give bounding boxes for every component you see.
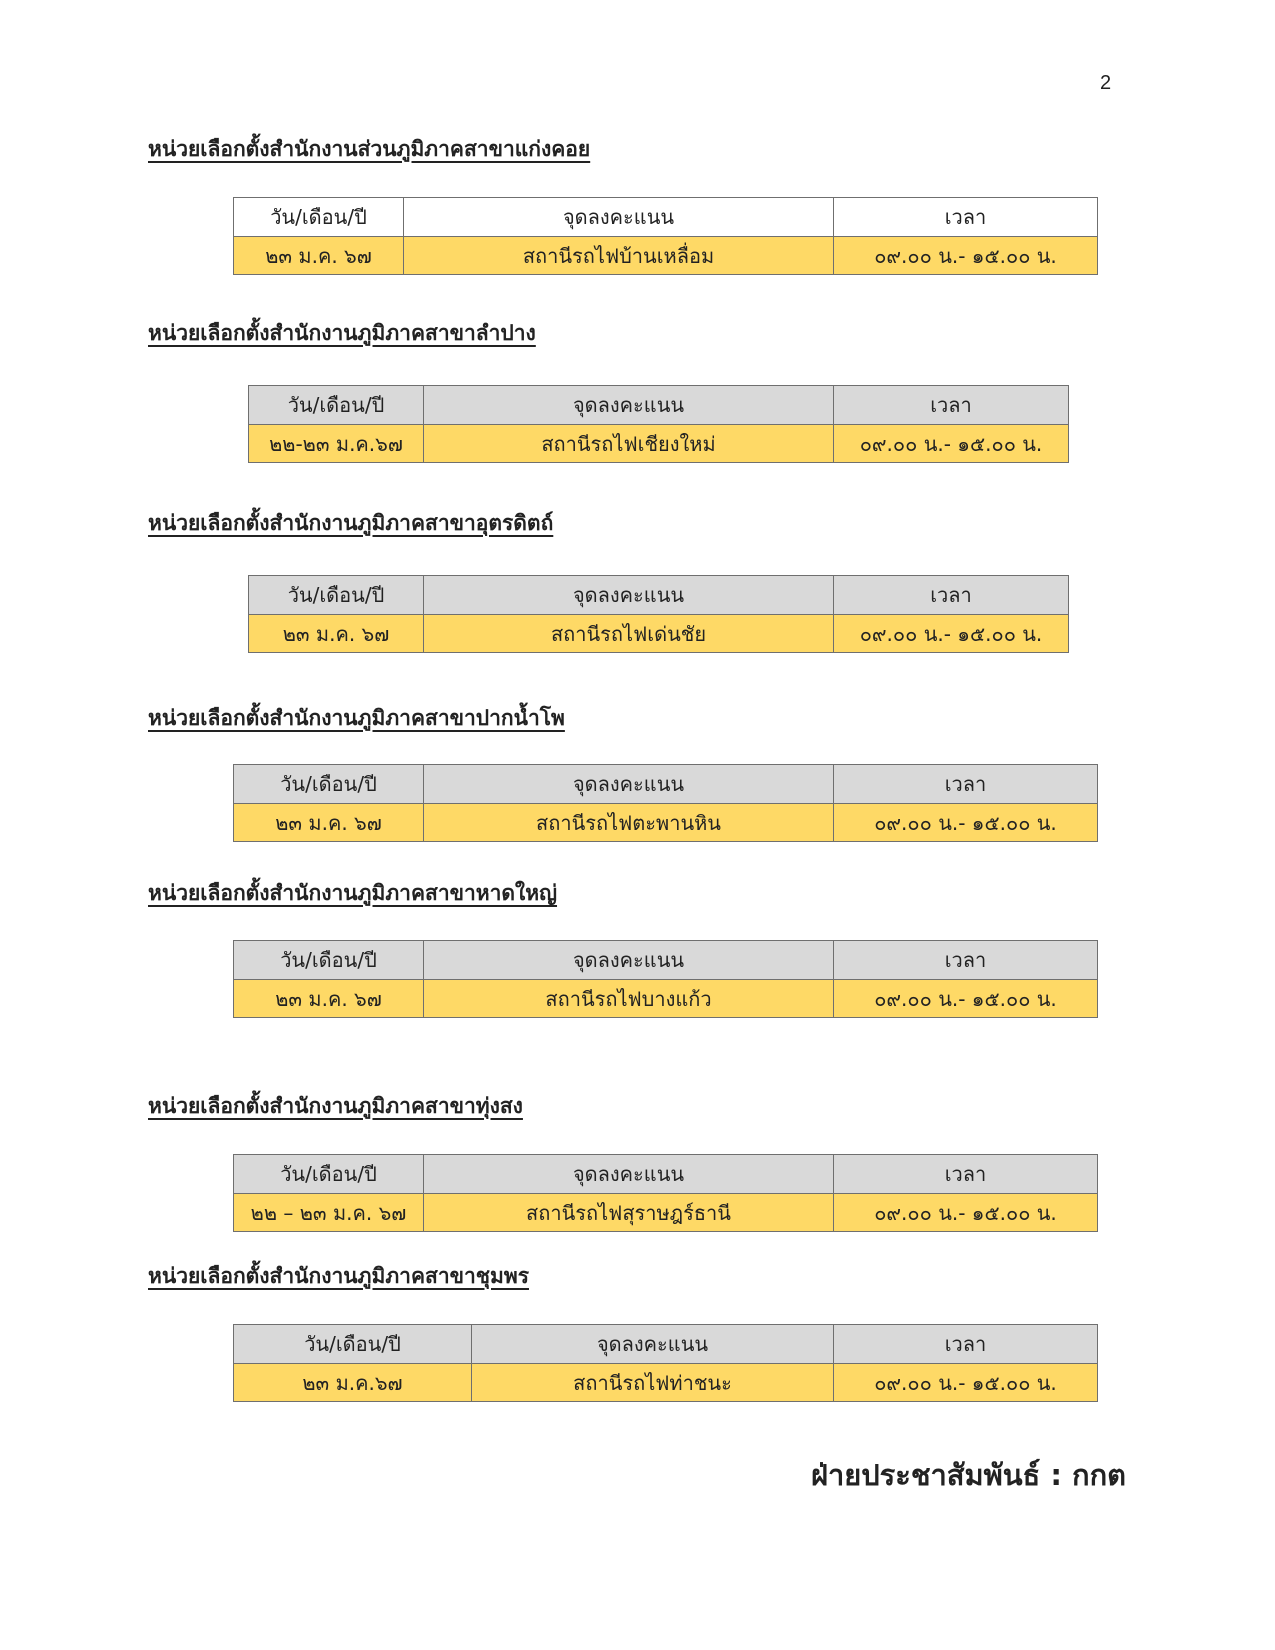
- time-column-header: เวลา: [834, 941, 1098, 980]
- place-cell: สถานีรถไฟท่าชนะ: [472, 1364, 834, 1402]
- table-row: [234, 980, 1098, 1018]
- place-cell: สถานีรถไฟเด่นชัย: [424, 615, 834, 653]
- date-column-header: วัน/เดือน/ปี: [234, 1155, 424, 1194]
- time-cell: ๐๙.๐๐ น.- ๑๕.๐๐ น.: [834, 1364, 1098, 1402]
- section-heading: หน่วยเลือกตั้งสำนักงานภูมิภาคสาขาลำปาง: [148, 321, 536, 345]
- schedule-table: [233, 1154, 1098, 1232]
- date-cell: ๒๒ – ๒๓ ม.ค. ๖๗: [234, 1194, 424, 1232]
- date-cell: ๒๓ ม.ค. ๖๗: [234, 804, 424, 842]
- section-heading: หน่วยเลือกตั้งสำนักงานภูมิภาคสาขาชุมพร: [148, 1264, 529, 1288]
- date-cell: ๒๓ ม.ค. ๖๗: [234, 980, 424, 1018]
- table-row: [234, 804, 1098, 842]
- place-column-header: จุดลงคะแนน: [424, 386, 834, 425]
- time-cell: ๐๙.๐๐ น.- ๑๕.๐๐ น.: [834, 804, 1098, 842]
- place-column-header: จุดลงคะแนน: [424, 941, 834, 980]
- time-column-header: เวลา: [834, 198, 1098, 237]
- time-column-header: เวลา: [834, 1325, 1098, 1364]
- time-cell: ๐๙.๐๐ น.- ๑๕.๐๐ น.: [834, 237, 1098, 275]
- page-number: 2: [1100, 72, 1112, 94]
- footer-department: ฝ่ายประชาสัมพันธ์ : กกต: [811, 1458, 1126, 1492]
- table-row: [249, 425, 1069, 463]
- table-header-row: [249, 386, 1069, 425]
- time-column-header: เวลา: [834, 1155, 1098, 1194]
- schedule-table: [248, 575, 1069, 653]
- time-cell: ๐๙.๐๐ น.- ๑๕.๐๐ น.: [834, 980, 1098, 1018]
- date-cell: ๒๓ ม.ค. ๖๗: [234, 237, 404, 275]
- place-cell: สถานีรถไฟสุราษฎร์ธานี: [424, 1194, 834, 1232]
- date-cell: ๒๒-๒๓ ม.ค.๖๗: [249, 425, 424, 463]
- table-header-row: [249, 576, 1069, 615]
- place-column-header: จุดลงคะแนน: [424, 1155, 834, 1194]
- table-row: [234, 1194, 1098, 1232]
- time-column-header: เวลา: [834, 576, 1069, 615]
- place-cell: สถานีรถไฟบางแก้ว: [424, 980, 834, 1018]
- schedule-table: [233, 197, 1098, 275]
- table-header-row: [234, 198, 1098, 237]
- place-cell: สถานีรถไฟเชียงใหม่: [424, 425, 834, 463]
- time-column-header: เวลา: [834, 765, 1098, 804]
- date-column-header: วัน/เดือน/ปี: [234, 198, 404, 237]
- place-cell: สถานีรถไฟบ้านเหลื่อม: [404, 237, 834, 275]
- table-row: [234, 237, 1098, 275]
- schedule-table: [248, 385, 1069, 463]
- section-heading: หน่วยเลือกตั้งสำนักงานภูมิภาคสาขาปากน้ำโพ: [148, 706, 565, 730]
- place-column-header: จุดลงคะแนน: [424, 576, 834, 615]
- schedule-table: [233, 1324, 1098, 1402]
- date-cell: ๒๓ ม.ค.๖๗: [234, 1364, 472, 1402]
- time-cell: ๐๙.๐๐ น.- ๑๕.๐๐ น.: [834, 615, 1069, 653]
- table-row: [249, 615, 1069, 653]
- table-header-row: [234, 1155, 1098, 1194]
- date-column-header: วัน/เดือน/ปี: [249, 576, 424, 615]
- section-heading: หน่วยเลือกตั้งสำนักงานภูมิภาคสาขาอุตรดิตถ์: [148, 511, 554, 535]
- place-cell: สถานีรถไฟตะพานหิน: [424, 804, 834, 842]
- section-heading: หน่วยเลือกตั้งสำนักงานภูมิภาคสาขาหาดใหญ่: [148, 881, 558, 905]
- place-column-header: จุดลงคะแนน: [404, 198, 834, 237]
- place-column-header: จุดลงคะแนน: [424, 765, 834, 804]
- table-header-row: [234, 1325, 1098, 1364]
- date-column-header: วัน/เดือน/ปี: [234, 765, 424, 804]
- place-column-header: จุดลงคะแนน: [472, 1325, 834, 1364]
- schedule-table: [233, 764, 1098, 842]
- time-cell: ๐๙.๐๐ น.- ๑๕.๐๐ น.: [834, 1194, 1098, 1232]
- section-heading: หน่วยเลือกตั้งสำนักงานส่วนภูมิภาคสาขาแก่งคอย: [148, 137, 591, 161]
- date-cell: ๒๓ ม.ค. ๖๗: [249, 615, 424, 653]
- section-heading: หน่วยเลือกตั้งสำนักงานภูมิภาคสาขาทุ่งสง: [148, 1094, 523, 1118]
- date-column-header: วัน/เดือน/ปี: [234, 941, 424, 980]
- time-cell: ๐๙.๐๐ น.- ๑๕.๐๐ น.: [834, 425, 1069, 463]
- schedule-table: [233, 940, 1098, 1018]
- table-header-row: [234, 765, 1098, 804]
- table-row: [234, 1364, 1098, 1402]
- table-header-row: [234, 941, 1098, 980]
- time-column-header: เวลา: [834, 386, 1069, 425]
- date-column-header: วัน/เดือน/ปี: [234, 1325, 472, 1364]
- date-column-header: วัน/เดือน/ปี: [249, 386, 424, 425]
